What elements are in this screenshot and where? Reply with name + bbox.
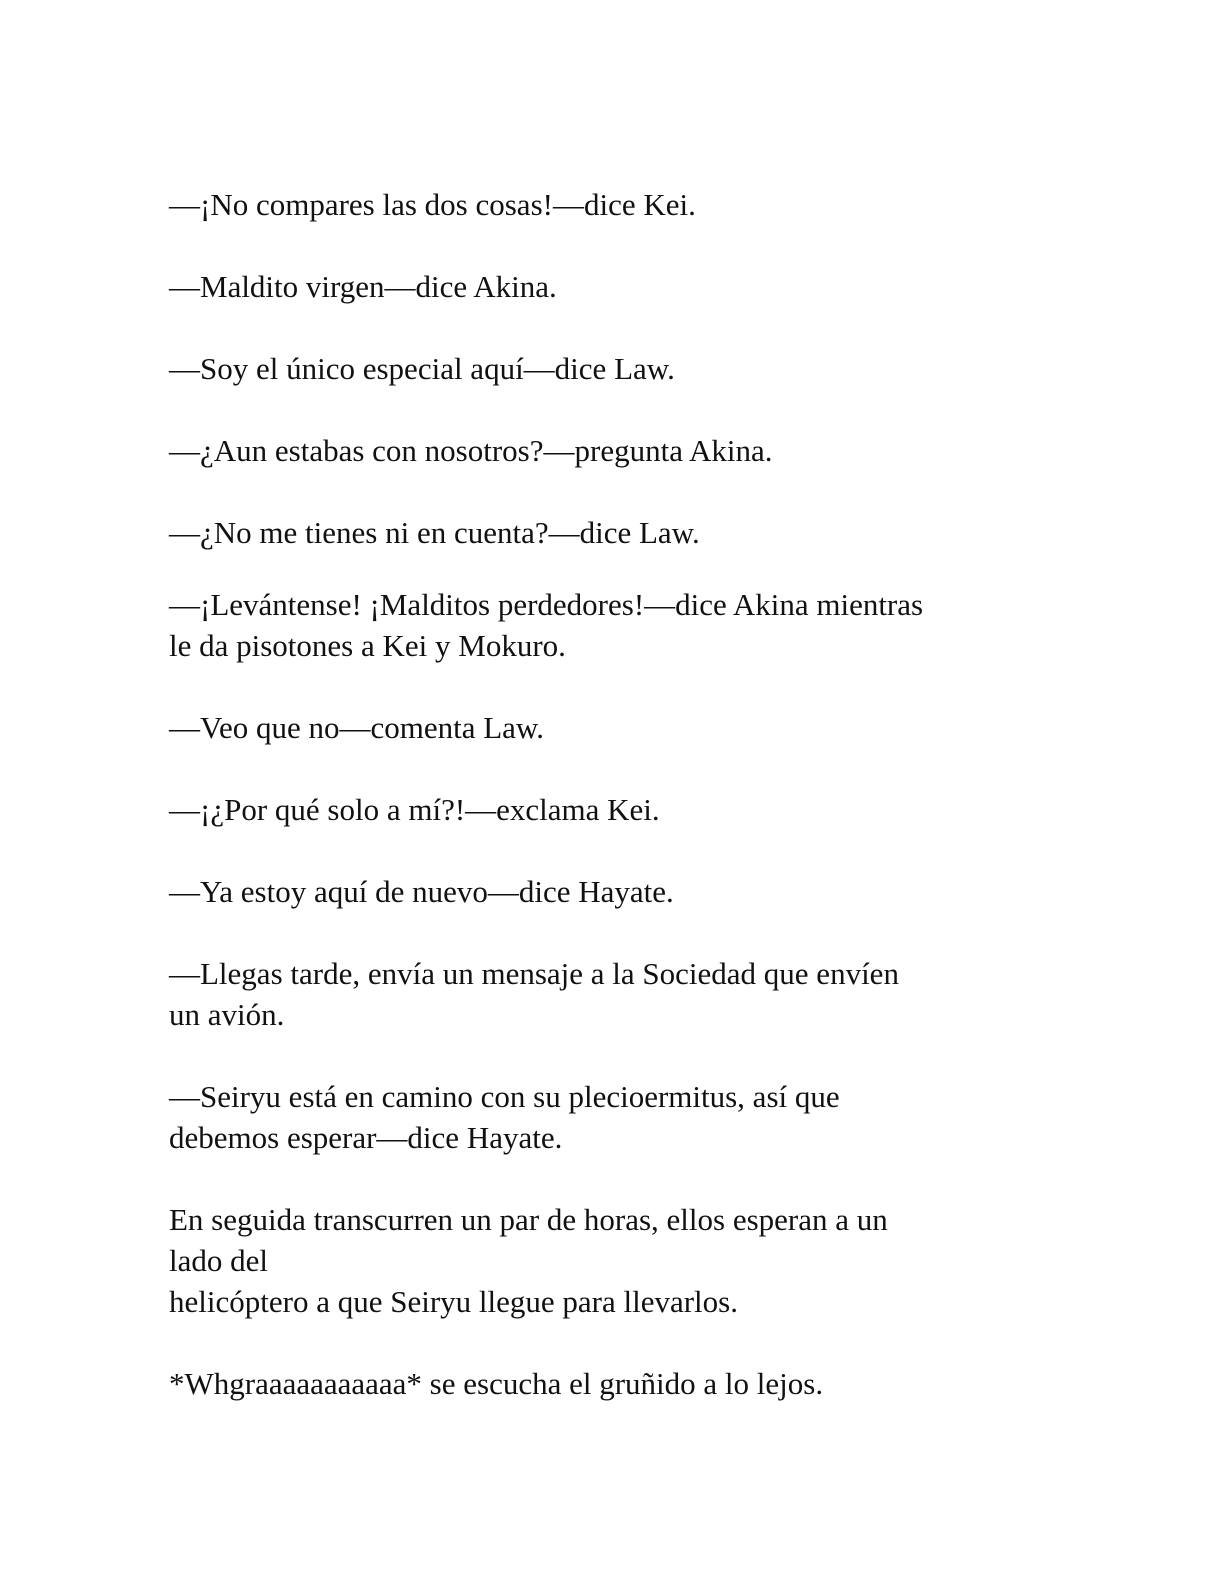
paragraph-11: —Seiryu está en camino con su plecioermitus, así que debemos esperar—dice Hayate. [169,1079,840,1155]
paragraph-7: —Veo que no—comenta Law. [169,710,545,745]
paragraph-13: *Whgraaaaaaaaaaa* se escucha el gruñido a lo lejos. [169,1366,824,1401]
paragraph-4: —¿Aun estabas con nosotros?—pregunta Akina. [169,433,773,468]
page-body-text [169,184,1069,1404]
paragraph-12: En seguida transcurren un par de horas, ellos esperan a un lado del helicóptero a que Seiryu llegue para llevarlos. [169,1202,888,1319]
paragraph-5: —¿No me tienes ni en cuenta?—dice Law. [169,515,700,550]
paragraph-9: —Ya estoy aquí de nuevo—dice Hayate. [169,874,674,909]
paragraph-6: —¡Levántense! ¡Malditos perdedores!—dice Akina mientras le da pisotones a Kei y Mokuro. [169,587,924,663]
paragraph-1: —¡No compares las dos cosas!—dice Kei. [169,187,696,222]
paragraph-8: —¡¿Por qué solo a mí?!—exclama Kei. [169,792,660,827]
paragraph-2: —Maldito virgen—dice Akina. [169,269,557,304]
paragraph-10: —Llegas tarde, envía un mensaje a la Sociedad que envíen un avión. [169,956,899,1032]
paragraph-3: —Soy el único especial aquí—dice Law. [169,351,675,386]
